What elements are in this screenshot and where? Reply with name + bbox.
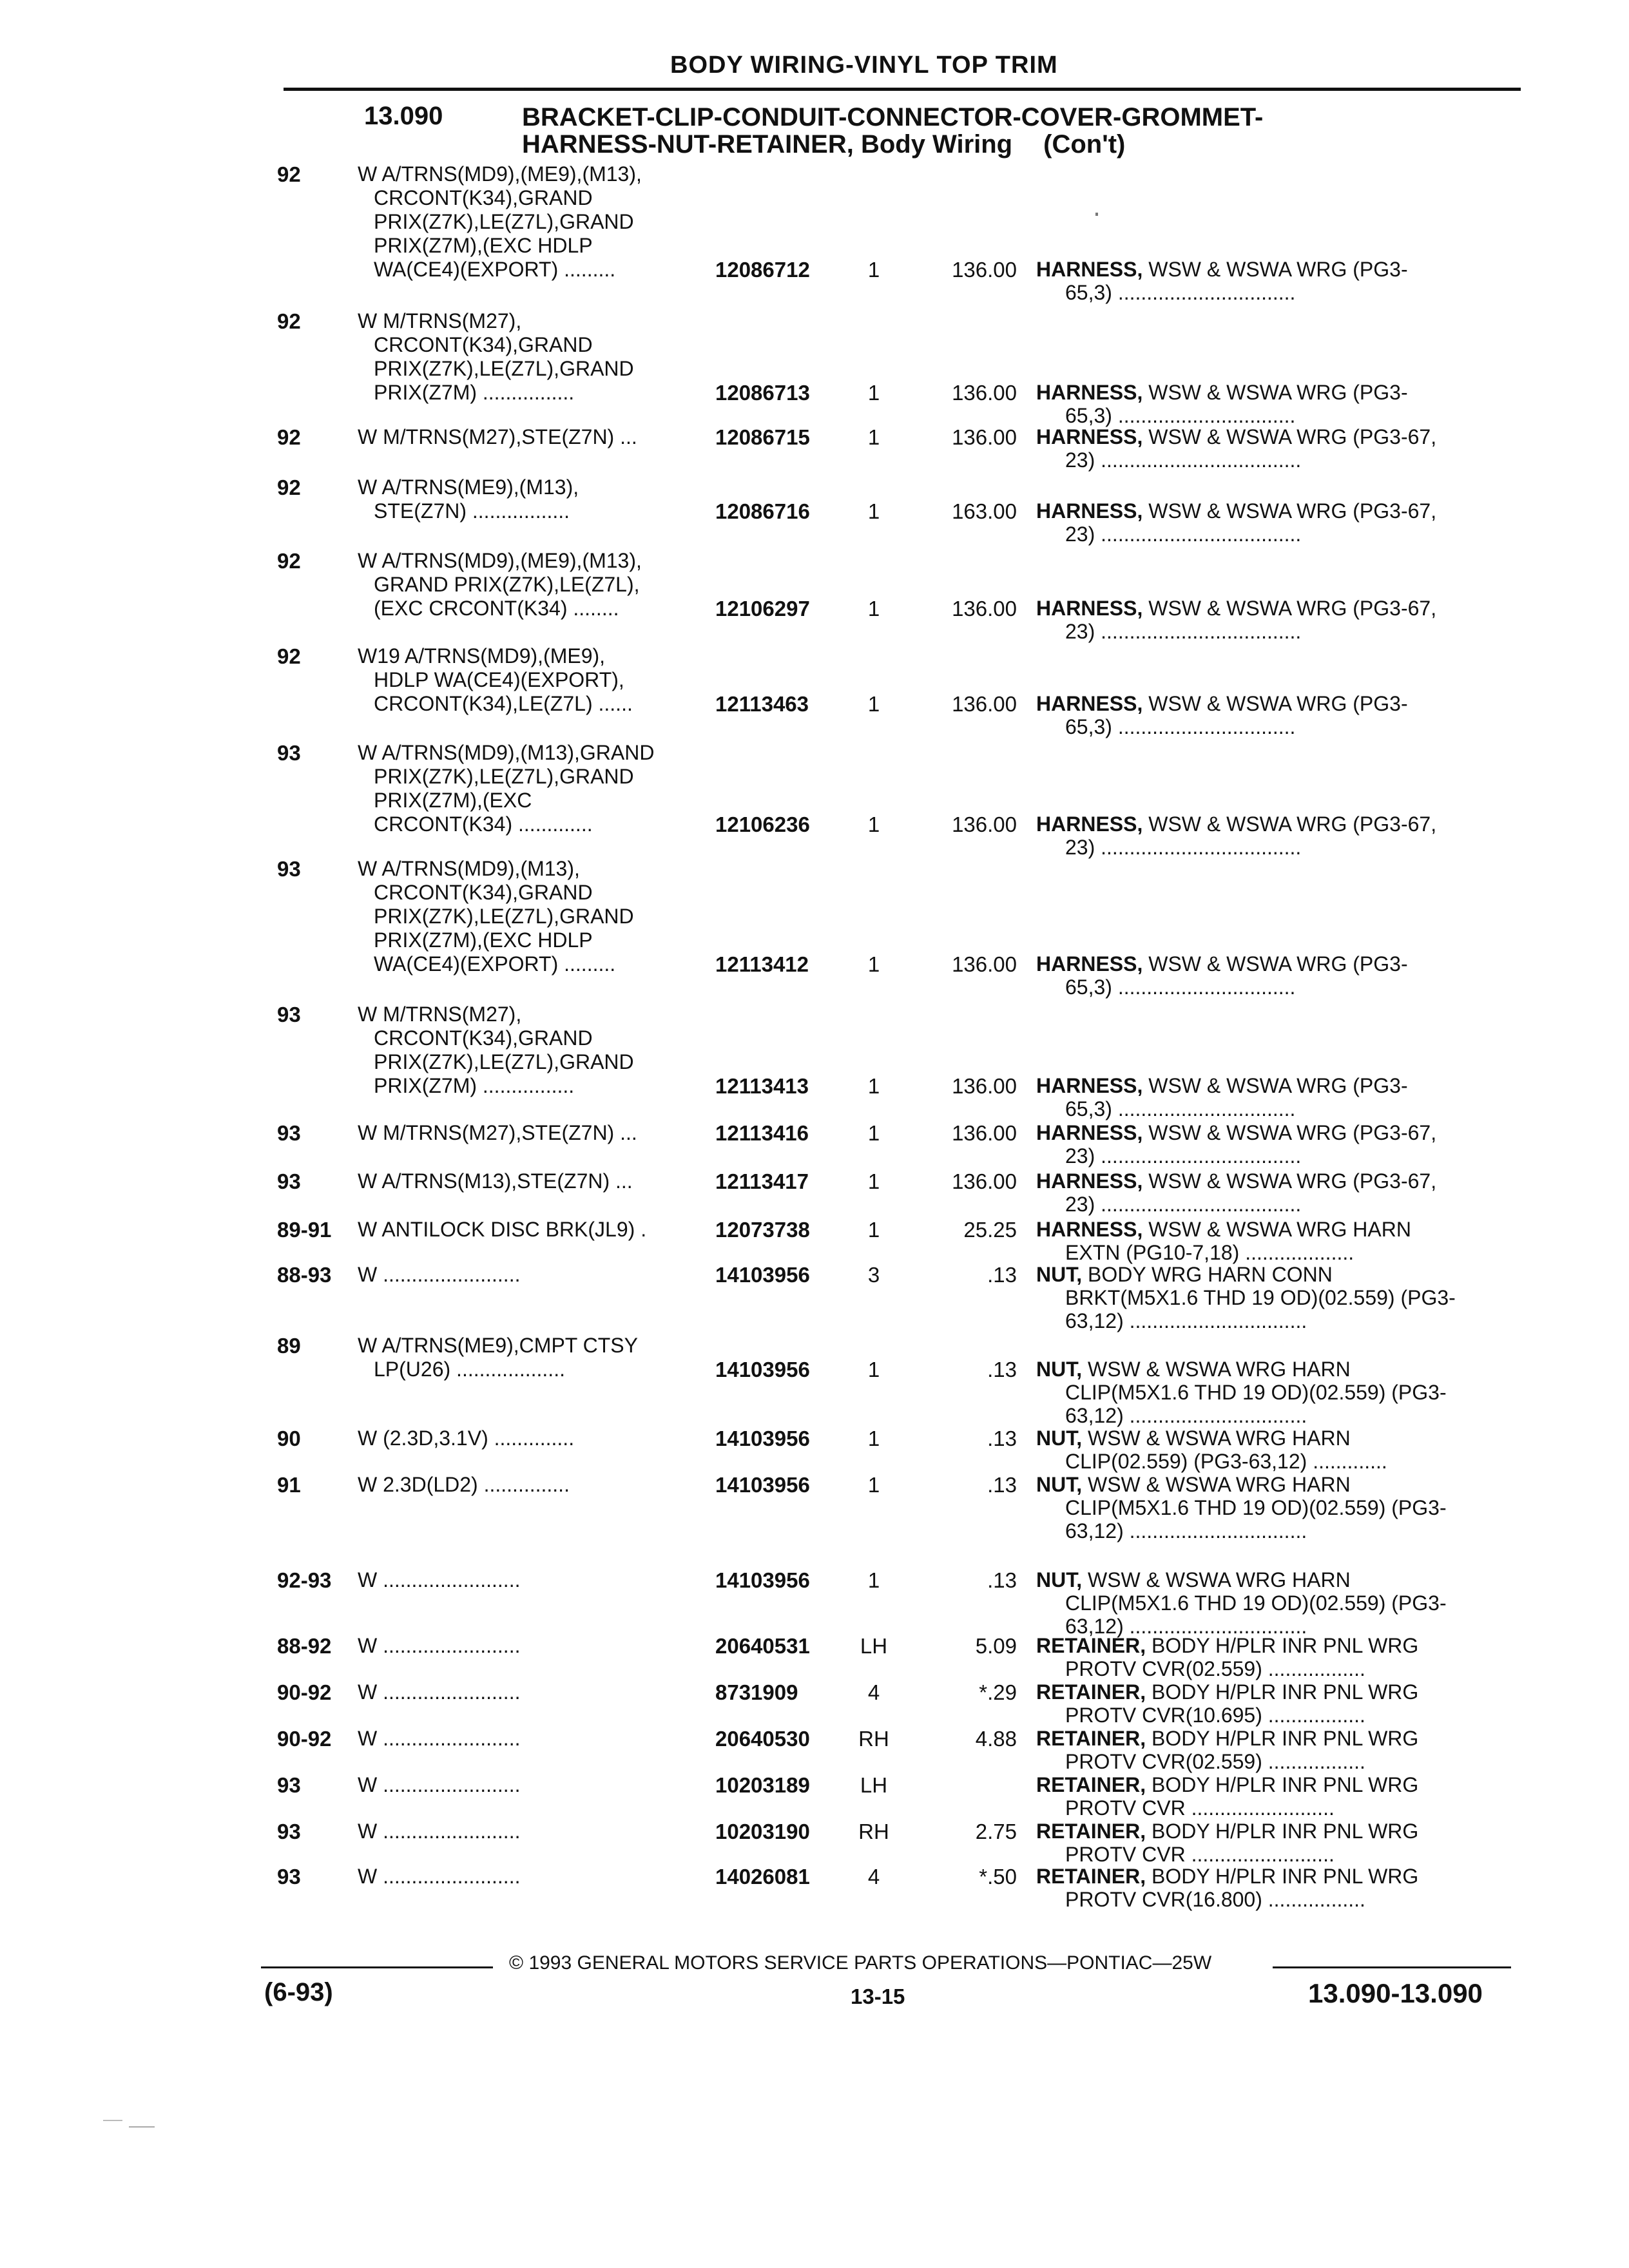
part-name: RETAINER, [1036,1820,1146,1843]
model-year: 90 [277,1427,301,1450]
part-description-line [1036,1820,1526,1843]
description-line: W (2.3D,3.1V) .............. [358,1427,575,1450]
part-name: RETAINER, [1036,1727,1146,1750]
description-line: PRIX(Z7K),LE(Z7L),GRAND [374,905,634,928]
part-name: NUT, [1036,1473,1083,1496]
part-number: 14103956 [715,1263,810,1287]
part-detail: WSW & WSWA WRG HARN [1088,1427,1351,1450]
revision-date: (6-93) [264,1978,333,2006]
part-description [1036,1727,1526,1773]
model-year: 92 [277,476,301,499]
model-year: 88-93 [277,1263,332,1287]
part-description-line: PROTV CVR(02.559) ................. [1065,1750,1365,1773]
quantity: 1 [867,1427,880,1450]
part-description-line: PROTV CVR ......................... [1065,1796,1335,1820]
part-description-line: 23) ................................... [1065,836,1302,859]
description-line: PRIX(Z7K),LE(Z7L),GRAND [374,765,634,788]
part-description [1036,597,1526,643]
part-detail: BODY H/PLR INR PNL WRG [1151,1820,1419,1843]
price: 2.75 [975,1820,1017,1843]
description-line: PRIX(Z7K),LE(Z7L),GRAND [374,1050,634,1073]
part-description-line: 65,3) ............................... [1065,281,1296,304]
application-description [358,1820,706,1843]
part-description [1036,952,1526,999]
quantity: 1 [867,812,880,836]
description-line: GRAND PRIX(Z7K),LE(Z7L), [374,573,640,596]
quantity: RH [858,1820,889,1843]
quantity: 1 [867,381,880,405]
description-line: WA(CE4)(EXPORT) ......... [374,952,616,975]
model-year: 89 [277,1334,301,1358]
part-description-line [1036,1358,1526,1381]
description-line: W 2.3D(LD2) ............... [358,1473,570,1496]
model-year: 88-92 [277,1634,332,1658]
part-description [1036,1263,1526,1332]
part-detail: BODY H/PLR INR PNL WRG [1151,1727,1419,1750]
part-description-line: PROTV CVR(02.559) ................. [1065,1657,1365,1680]
part-detail: WSW & WSWA WRG (PG3-67, [1148,425,1437,448]
part-description-line [1036,1773,1526,1796]
model-year: 92 [277,425,301,449]
model-year: 92 [277,644,301,668]
application-description [358,644,706,716]
quantity: 1 [867,1169,880,1193]
part-description-line: 63,12) ............................... [1065,1309,1307,1332]
part-description-line: 65,3) ............................... [1065,404,1296,427]
part-number: 12086712 [715,258,810,282]
model-year: 92-93 [277,1568,332,1592]
price: 5.09 [975,1634,1017,1658]
part-description-line [1036,1680,1526,1704]
description-line: STE(Z7N) ................. [374,499,570,523]
part-description-line [1036,1473,1526,1496]
part-description [1036,1473,1526,1542]
part-name: HARNESS, [1036,1074,1143,1097]
part-detail: WSW & WSWA WRG (PG3- [1148,692,1408,715]
part-detail: WSW & WSWA WRG (PG3-67, [1148,812,1437,836]
description-line: W A/TRNS(MD9),(M13), [358,857,580,880]
model-year: 93 [277,1169,301,1193]
description-line: PRIX(Z7K),LE(Z7L),GRAND [374,357,634,380]
description-line: W ANTILOCK DISC BRK(JL9) . [358,1218,647,1241]
part-name: NUT, [1036,1427,1083,1450]
description-line: W19 A/TRNS(MD9),(ME9), [358,644,606,668]
price: 4.88 [975,1727,1017,1751]
description-line: W ........................ [358,1680,521,1704]
part-description [1036,258,1526,304]
part-detail: WSW & WSWA WRG (PG3-67, [1148,499,1437,523]
application-description [358,1218,706,1242]
part-description-line: CLIP(02.559) (PG3-63,12) ............. [1065,1450,1387,1473]
price: .13 [987,1568,1017,1592]
part-number: 20640531 [715,1634,810,1658]
price: .13 [987,1358,1017,1381]
price: *.50 [979,1865,1017,1888]
part-description-line: BRKT(M5X1.6 THD 19 OD)(02.559) (PG3- [1065,1286,1456,1309]
part-number: 12113463 [715,692,809,716]
price: 163.00 [952,499,1017,523]
part-description-line: 65,3) ............................... [1065,975,1296,999]
quantity: 1 [867,692,880,716]
part-name: RETAINER, [1036,1634,1146,1657]
part-name: RETAINER, [1036,1773,1146,1796]
footer-rule-right [1273,1966,1511,1968]
part-number: 20640530 [715,1727,810,1751]
part-description [1036,1820,1526,1866]
group-number: 13.090 [364,102,443,130]
part-detail: WSW & WSWA WRG (PG3-67, [1148,1169,1437,1193]
application-description [358,1427,706,1450]
part-description-line [1036,1865,1526,1888]
part-description-line: 63,12) ............................... [1065,1615,1307,1638]
part-name: HARNESS, [1036,381,1143,404]
part-description [1036,1773,1526,1820]
part-description-line: PROTV CVR ......................... [1065,1843,1335,1866]
quantity: 1 [867,1218,880,1242]
part-description [1036,1634,1526,1680]
description-line: CRCONT(K34) ............. [374,812,593,836]
part-description-line [1036,499,1526,523]
part-number: 12086715 [715,425,810,449]
description-line: PRIX(Z7K),LE(Z7L),GRAND [374,210,634,233]
description-line: WA(CE4)(EXPORT) ......... [374,258,616,281]
scan-speck [103,2120,122,2121]
group-title-text: HARNESS-NUT-RETAINER, Body Wiring [522,130,1013,159]
model-year: 93 [277,1773,301,1797]
description-line: PRIX(Z7M) ................ [374,1074,575,1097]
part-description-line [1036,1121,1526,1144]
model-year: 90-92 [277,1680,332,1704]
part-number: 14103956 [715,1358,810,1381]
application-description [358,1773,706,1797]
model-year: 91 [277,1473,301,1497]
description-line: PRIX(Z7M),(EXC HDLP [374,234,593,257]
application-description [358,425,706,449]
quantity: 1 [867,952,880,976]
part-description-line [1036,1427,1526,1450]
part-number: 14026081 [715,1865,810,1888]
quantity: RH [858,1727,889,1751]
description-line: CRCONT(K34),GRAND [374,186,593,209]
part-description-line [1036,258,1526,281]
part-description-line: 23) ................................... [1065,1144,1302,1168]
part-description [1036,1568,1526,1638]
application-description [358,1473,706,1497]
part-name: HARNESS, [1036,425,1143,448]
part-description-line: 63,12) ............................... [1065,1519,1307,1542]
part-number: 8731909 [715,1680,798,1704]
model-year: 90-92 [277,1727,332,1751]
part-number: 12113417 [715,1169,809,1193]
part-name: RETAINER, [1036,1865,1146,1888]
description-line: W ........................ [358,1263,521,1286]
description-line: W ........................ [358,1568,521,1591]
price: 136.00 [952,381,1017,405]
quantity: 3 [867,1263,880,1287]
part-description-line [1036,1074,1526,1097]
part-description [1036,1680,1526,1727]
part-name: HARNESS, [1036,952,1143,975]
part-description [1036,812,1526,859]
part-name: RETAINER, [1036,1680,1146,1704]
description-line: W ........................ [358,1634,521,1657]
part-number: 12086713 [715,381,810,405]
part-description-line [1036,1169,1526,1193]
description-line: W A/TRNS(MD9),(ME9),(M13), [358,162,642,186]
part-number: 10203189 [715,1773,810,1797]
part-description [1036,692,1526,738]
price: 136.00 [952,597,1017,620]
part-description-line: 23) ................................... [1065,448,1302,472]
quantity: LH [860,1773,888,1797]
section-title: BODY WIRING-VINYL TOP TRIM [670,52,1058,79]
description-line: CRCONT(K34),LE(Z7L) ...... [374,692,633,715]
part-description-line: 23) ................................... [1065,620,1302,643]
part-number: 12113412 [715,952,809,976]
description-line: W A/TRNS(MD9),(M13),GRAND [358,741,655,764]
price: .13 [987,1263,1017,1287]
part-description-line [1036,1727,1526,1750]
part-number: 14103956 [715,1427,810,1450]
quantity: 1 [867,1473,880,1497]
part-description-line [1036,425,1526,448]
part-description [1036,1218,1526,1264]
footer-rule-left [261,1966,493,1968]
description-line: LP(U26) ................... [374,1358,565,1381]
part-description [1036,1121,1526,1168]
part-number: 12086716 [715,499,810,523]
part-number: 12106297 [715,597,810,620]
model-year: 93 [277,1121,301,1145]
description-line: W A/TRNS(MD9),(ME9),(M13), [358,549,642,572]
price: 25.25 [963,1218,1017,1242]
quantity: 4 [867,1865,880,1888]
application-description [358,1263,706,1287]
description-line: W M/TRNS(M27), [358,309,522,332]
continued-label: (Con't) [1043,130,1126,159]
page-number: 13-15 [851,1984,905,2008]
description-line: W M/TRNS(M27),STE(Z7N) ... [358,1121,637,1144]
application-description [358,1865,706,1888]
model-year: 89-91 [277,1218,332,1242]
part-detail: WSW & WSWA WRG (PG3- [1148,1074,1408,1097]
application-description [358,476,706,523]
quantity: 1 [867,597,880,620]
part-description-line: PROTV CVR(10.695) ................. [1065,1704,1365,1727]
part-description-line [1036,381,1526,404]
application-description [358,1727,706,1751]
description-line: W A/TRNS(ME9),CMPT CTSY [358,1334,638,1357]
part-description-line: EXTN (PG10-7,18) ................... [1065,1241,1354,1264]
part-number: 12106236 [715,812,810,836]
part-detail: WSW & WSWA WRG HARN [1088,1568,1351,1591]
application-description [358,1568,706,1592]
model-year: 93 [277,1003,301,1026]
part-description-line [1036,597,1526,620]
quantity: 4 [867,1680,880,1704]
description-line: PRIX(Z7M),(EXC [374,789,532,812]
quantity: 1 [867,499,880,523]
description-line: HDLP WA(CE4)(EXPORT), [374,668,624,691]
price: 136.00 [952,1074,1017,1098]
application-description [358,1003,706,1098]
part-detail: BODY WRG HARN CONN [1088,1263,1333,1286]
part-description [1036,425,1526,472]
quantity: 1 [867,1358,880,1381]
model-year: 93 [277,1820,301,1843]
application-description [358,1634,706,1658]
part-description-line: 65,3) ............................... [1065,1097,1296,1120]
part-number: 12113416 [715,1121,809,1145]
application-description [358,549,706,620]
scan-speck [129,2126,155,2128]
part-name: NUT, [1036,1358,1083,1381]
group-range: 13.090-13.090 [1308,1978,1483,2008]
part-description-line [1036,692,1526,715]
description-line: W M/TRNS(M27), [358,1003,522,1026]
description-line: W ........................ [358,1820,521,1843]
part-name: HARNESS, [1036,258,1143,281]
part-description [1036,381,1526,427]
part-detail: WSW & WSWA WRG HARN [1088,1358,1351,1381]
part-description [1036,1074,1526,1120]
part-description-line: 23) ................................... [1065,523,1302,546]
part-detail: BODY H/PLR INR PNL WRG [1151,1680,1419,1704]
model-year: 93 [277,857,301,881]
part-number: 14103956 [715,1568,810,1592]
part-detail: WSW & WSWA WRG (PG3- [1148,258,1408,281]
model-year: 93 [277,741,301,765]
part-number: 12073738 [715,1218,810,1242]
price: 136.00 [952,1169,1017,1193]
description-line: W ........................ [358,1773,521,1796]
description-line: CRCONT(K34),GRAND [374,881,593,904]
description-line: PRIX(Z7M),(EXC HDLP [374,928,593,952]
description-line: W ........................ [358,1727,521,1750]
description-line: (EXC CRCONT(K34) ........ [374,597,619,620]
part-name: HARNESS, [1036,1218,1143,1241]
part-description [1036,1865,1526,1911]
part-description [1036,1427,1526,1473]
part-number: 12113413 [715,1074,809,1098]
scan-speck [1095,213,1098,216]
price: .13 [987,1473,1017,1497]
part-detail: WSW & WSWA WRG (PG3-67, [1148,1121,1437,1144]
part-description-line [1036,1218,1526,1241]
application-description [358,162,706,282]
part-detail: BODY H/PLR INR PNL WRG [1151,1865,1419,1888]
quantity: 1 [867,1074,880,1098]
part-detail: WSW & WSWA WRG HARN [1088,1473,1351,1496]
part-name: HARNESS, [1036,1169,1143,1193]
part-detail: WSW & WSWA WRG (PG3- [1148,952,1408,975]
application-description [358,309,706,405]
description-line: W A/TRNS(ME9),(M13), [358,476,579,499]
part-number: 14103956 [715,1473,810,1497]
application-description [358,741,706,836]
part-description-line: CLIP(M5X1.6 THD 19 OD)(02.559) (PG3- [1065,1496,1447,1519]
part-description-line: CLIP(M5X1.6 THD 19 OD)(02.559) (PG3- [1065,1381,1447,1404]
price: 136.00 [952,692,1017,716]
group-title-line1: BRACKET-CLIP-CONDUIT-CONNECTOR-COVER-GROMMET- [522,103,1264,131]
price: *.29 [979,1680,1017,1704]
part-description-line: 23) ................................... [1065,1193,1302,1216]
application-description [358,857,706,976]
description-line: CRCONT(K34),GRAND [374,1026,593,1050]
part-description [1036,1169,1526,1216]
description-line: CRCONT(K34),GRAND [374,333,593,356]
part-description [1036,499,1526,546]
part-description-line: CLIP(M5X1.6 THD 19 OD)(02.559) (PG3- [1065,1591,1447,1615]
part-description-line [1036,1568,1526,1591]
copyright-notice: © 1993 GENERAL MOTORS SERVICE PARTS OPERATIONS—PONTIAC—25W [509,1952,1212,1974]
part-detail: BODY H/PLR INR PNL WRG [1151,1634,1419,1657]
application-description [358,1680,706,1704]
description-line: W M/TRNS(M27),STE(Z7N) ... [358,425,637,448]
part-detail: WSW & WSWA WRG (PG3-67, [1148,597,1437,620]
price: 136.00 [952,812,1017,836]
part-description-line: PROTV CVR(16.800) ................. [1065,1888,1365,1911]
price: 136.00 [952,1121,1017,1145]
model-year: 92 [277,309,301,333]
price: 136.00 [952,258,1017,282]
part-name: HARNESS, [1036,597,1143,620]
part-description [1036,1358,1526,1427]
model-year: 92 [277,549,301,573]
model-year: 92 [277,162,301,186]
application-description [358,1169,706,1193]
description-line: W A/TRNS(M13),STE(Z7N) ... [358,1169,633,1193]
part-description-line [1036,812,1526,836]
quantity: LH [860,1634,888,1658]
part-description-line: 65,3) ............................... [1065,715,1296,738]
application-description [358,1334,706,1381]
part-name: HARNESS, [1036,692,1143,715]
part-name: HARNESS, [1036,812,1143,836]
part-description-line [1036,1263,1526,1286]
quantity: 1 [867,425,880,449]
part-name: NUT, [1036,1568,1083,1591]
part-detail: BODY H/PLR INR PNL WRG [1151,1773,1419,1796]
price: 136.00 [952,952,1017,976]
part-description-line: 63,12) ............................... [1065,1404,1307,1427]
part-detail: WSW & WSWA WRG (PG3- [1148,381,1408,404]
part-description-line [1036,1634,1526,1657]
description-line: W ........................ [358,1865,521,1888]
part-name: HARNESS, [1036,499,1143,523]
quantity: 1 [867,258,880,282]
application-description [358,1121,706,1145]
quantity: 1 [867,1121,880,1145]
price: 136.00 [952,425,1017,449]
model-year: 93 [277,1865,301,1888]
quantity: 1 [867,1568,880,1592]
part-name: NUT, [1036,1263,1083,1286]
part-detail: WSW & WSWA WRG HARN [1148,1218,1411,1241]
price: .13 [987,1427,1017,1450]
part-number: 10203190 [715,1820,810,1843]
part-description-line [1036,952,1526,975]
part-name: HARNESS, [1036,1121,1143,1144]
description-line: PRIX(Z7M) ................ [374,381,575,404]
